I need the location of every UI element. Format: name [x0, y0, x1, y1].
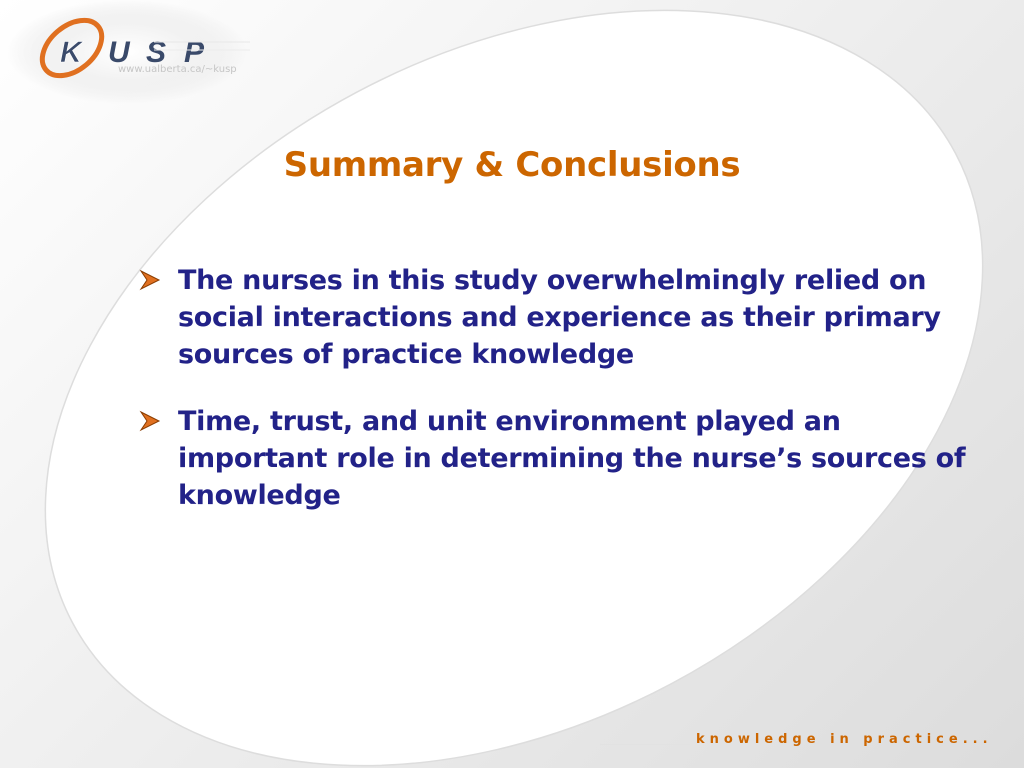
bullet-text: The nurses in this study overwhelmingly relied on social interactions and experience as their primary sources of practice knowledge	[178, 265, 941, 370]
kusp-logo	[22, 6, 252, 96]
footer-tagline: knowledge in practice...	[696, 732, 993, 747]
logo-letter-s: S	[146, 36, 167, 69]
arrow-bullet-icon	[138, 410, 162, 432]
kusp-logo-mark	[22, 6, 252, 96]
logo-letter-k: K	[60, 36, 82, 69]
bullet-item	[138, 262, 988, 373]
slide-title: Summary & Conclusions	[283, 145, 741, 185]
bullet-text: Time, trust, and unit environment played an important role in determining the nurse’s sources of knowledge	[178, 406, 966, 511]
footer-divider	[600, 744, 690, 745]
logo-letter-u: U	[108, 36, 130, 69]
bullet-item	[138, 403, 988, 514]
arrow-bullet-icon	[138, 269, 162, 291]
bullet-list	[138, 262, 988, 544]
logo-url: www.ualberta.ca/~kusp	[118, 64, 237, 75]
logo-letter-p: P	[184, 36, 205, 69]
